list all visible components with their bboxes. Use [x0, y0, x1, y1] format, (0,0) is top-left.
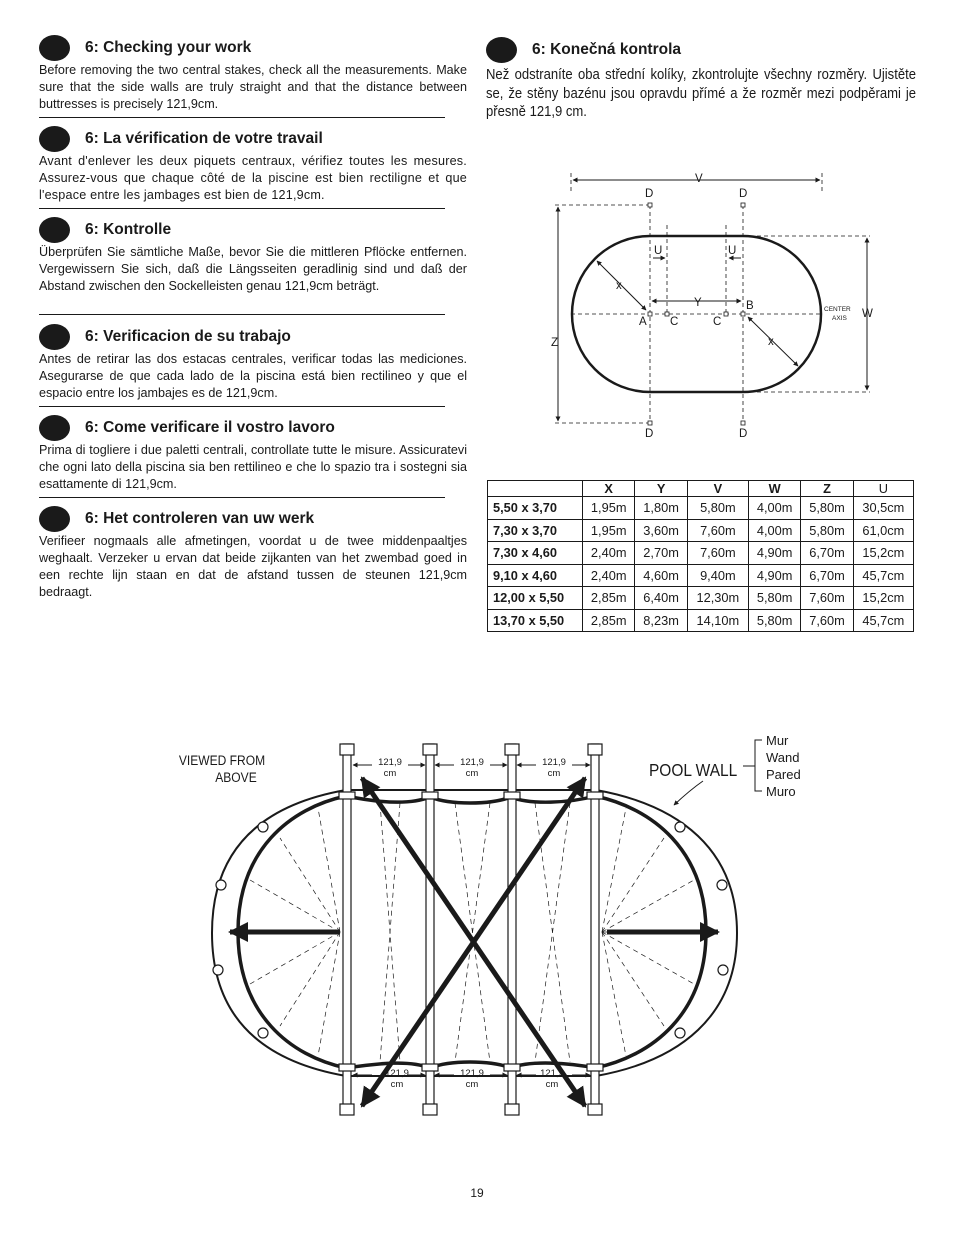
table-cell: 5,50 x 3,70	[488, 497, 583, 520]
table-cell: 2,85m	[583, 609, 635, 632]
label-c: C	[670, 316, 679, 328]
step-bullet	[39, 324, 70, 350]
pool-wall-label: POOL WALL	[649, 759, 738, 781]
section-body: Antes de retirar las dos estacas centrales, verificar todas las mediciones. Asegurarse de que cada lado de la piscina está bien rectilineo y que el espacio entre los jambajes es de 121,9cm.	[39, 352, 467, 400]
divider	[39, 208, 445, 209]
table-cell: 4,60m	[635, 564, 687, 587]
table-cell: 30,5cm	[853, 497, 913, 520]
table-cell: 2,40m	[583, 564, 635, 587]
table-header-cell: W	[748, 481, 800, 497]
section-body: Prima di togliere i due paletti centrali, controllate tutte le misure. Assicuratevi che ogni lato della piscina sia ben rettilineo e che lo spazio tra i sostegni sia esattamente di 121,9cm.	[39, 443, 467, 491]
table-cell: 7,30 x 4,60	[488, 542, 583, 565]
table-cell: 3,60m	[635, 519, 687, 542]
table-cell: 1,95m	[583, 519, 635, 542]
spacing-value: 121,9	[460, 757, 484, 768]
table-cell: 4,90m	[748, 542, 800, 565]
table-cell: 7,60m	[687, 519, 748, 542]
section-german	[39, 217, 467, 295]
label-d: D	[645, 188, 654, 200]
table-row	[488, 564, 914, 587]
section-title: 6: Checking your work	[85, 39, 252, 56]
section-english	[39, 35, 467, 113]
section-body: Überprüfen Sie sämtliche Maße, bevor Sie die mittleren Pflöcke entfernen. Vergewissern Sie sich, daß die Längsseiten geradlinig sind und daß der Abstand zwischen den Sockelleisten genau 121,9cm beträgt.	[39, 245, 467, 293]
table-cell: 2,40m	[583, 542, 635, 565]
step-bullet	[486, 37, 517, 63]
table-header-cell	[488, 481, 583, 497]
table-cell: 4,00m	[748, 519, 800, 542]
step-bullet	[39, 35, 70, 61]
spacing-value: 121,9	[460, 1068, 484, 1079]
step-bullet	[39, 126, 70, 152]
label-u: U	[728, 245, 737, 257]
section-body: Avant d'enlever les deux piquets centraux, vérifiez toutes les mesures. Assurez-vous que chaque côté de la piscine est bien rectiligne et que l'espace entre les jambages est bien de 121,9cm.	[39, 154, 467, 202]
label-u: U	[654, 245, 663, 257]
section-dutch	[39, 506, 467, 601]
table-cell: 5,80m	[687, 497, 748, 520]
wall-translation: Wand	[766, 750, 800, 765]
table-cell: 45,7cm	[853, 609, 913, 632]
table-cell: 2,70m	[635, 542, 687, 565]
table-cell: 13,70 x 5,50	[488, 609, 583, 632]
section-title: 6: Konečná kontrola	[532, 41, 681, 58]
table-cell: 45,7cm	[853, 564, 913, 587]
label-b: B	[746, 300, 754, 312]
center-axis-label: AXIS	[832, 315, 847, 322]
section-title: 6: Het controleren van uw werk	[85, 510, 315, 527]
step-bullet	[39, 415, 70, 441]
table-cell: 61,0cm	[853, 519, 913, 542]
step-bullet	[39, 506, 70, 532]
table-cell: 12,00 x 5,50	[488, 587, 583, 610]
spacing-value: 121,9	[540, 1068, 564, 1079]
center-axis-label: CENTER	[824, 306, 851, 313]
label-x: x	[616, 280, 622, 292]
dimension-arrows	[558, 180, 867, 421]
table-header-cell: Y	[635, 481, 687, 497]
table-cell: 4,00m	[748, 497, 800, 520]
table-cell: 15,2cm	[853, 542, 913, 565]
label-d: D	[739, 188, 748, 200]
table-cell: 12,30m	[687, 587, 748, 610]
table-cell: 8,23m	[635, 609, 687, 632]
table-row	[488, 519, 914, 542]
viewed-from-label: VIEWED FROM	[178, 752, 266, 769]
table-cell: 15,2cm	[853, 587, 913, 610]
table-header-cell: U	[853, 481, 913, 497]
table-cell: 14,10m	[687, 609, 748, 632]
table-row	[488, 609, 914, 632]
table-cell: 5,80m	[748, 587, 800, 610]
section-title: 6: La vérification de votre travail	[85, 130, 323, 147]
wall-translation: Mur	[766, 733, 789, 748]
section-czech	[486, 37, 918, 122]
pool-wall	[238, 796, 706, 1068]
spacing-value: 121,9	[385, 1068, 409, 1079]
section-body: Verifieer nogmaals alle afmetingen, voordat u de twee middenpaaltjes weghaalt. Verzeker u ervan dat beide zijkanten van het zwembad goed in een rechte lijn staan en dat de afstand tussen de steunen 121,9cm bedraagt.	[39, 534, 467, 599]
section-body: Než odstraníte oba střední kolíky, zkontrolujte všechny rozměry. Ujistěte se, že stěny bazénu jsou opravdu přímé a že rozměr mezi podpěrami je přesně 121,9 cm.	[486, 66, 916, 120]
section-italian	[39, 415, 467, 493]
section-title: 6: Kontrolle	[85, 221, 172, 238]
spacing-value: 121,9	[378, 757, 402, 768]
table-cell: 4,90m	[748, 564, 800, 587]
table-cell: 6,70m	[801, 564, 853, 587]
divider	[39, 314, 445, 315]
table-cell: 1,95m	[583, 497, 635, 520]
label-x: x	[768, 336, 774, 348]
label-v: V	[695, 173, 703, 185]
table-row	[488, 542, 914, 565]
spacing-unit: cm	[547, 768, 561, 779]
spacing-unit: cm	[465, 1079, 479, 1090]
table-row	[488, 587, 914, 610]
table-cell: 1,80m	[635, 497, 687, 520]
divider	[39, 497, 445, 498]
step-bullet	[39, 217, 70, 243]
section-title: 6: Verificacion de su trabajo	[85, 328, 291, 345]
pool-outline	[572, 236, 821, 392]
label-w: W	[862, 308, 873, 320]
spacing-unit: cm	[465, 768, 479, 779]
spacing-unit: cm	[545, 1079, 559, 1090]
table-cell: 5,80m	[748, 609, 800, 632]
table-cell: 9,40m	[687, 564, 748, 587]
table-cell: 7,30 x 3,70	[488, 519, 583, 542]
table-cell: 9,10 x 4,60	[488, 564, 583, 587]
table-header-row	[488, 481, 914, 497]
table-cell: 7,60m	[687, 542, 748, 565]
label-d: D	[739, 428, 748, 440]
section-spanish	[39, 324, 467, 402]
table-cell: 7,60m	[801, 587, 853, 610]
table-cell: 5,80m	[801, 519, 853, 542]
spacing-unit: cm	[390, 1079, 404, 1090]
table-row	[488, 497, 914, 520]
table-header-cell: V	[687, 481, 748, 497]
table-cell: 2,85m	[583, 587, 635, 610]
wall-translation: Pared	[766, 767, 801, 782]
section-body: Before removing the two central stakes, check all the measurements. Make sure that the side walls are truly straight and that the distance between buttresses is precisely 121,9cm.	[39, 63, 467, 111]
pool-footprint	[212, 790, 737, 1076]
spacing-value: 121,9	[542, 757, 566, 768]
wall-translation: Muro	[766, 784, 796, 799]
label-a: A	[639, 316, 647, 328]
label-y: Y	[694, 297, 702, 309]
table-header-cell: Z	[801, 481, 853, 497]
page-number: 19	[470, 1186, 484, 1200]
table-cell: 6,40m	[635, 587, 687, 610]
guide-lines	[555, 173, 870, 423]
section-title: 6: Come verificare il vostro lavoro	[85, 419, 335, 436]
section-french	[39, 126, 467, 204]
table-cell: 7,60m	[801, 609, 853, 632]
overview-diagram	[179, 733, 801, 1115]
divider	[39, 406, 445, 407]
viewed-from-label: ABOVE	[215, 769, 257, 786]
table-cell: 6,70m	[801, 542, 853, 565]
dimensions-table	[487, 480, 914, 632]
divider	[39, 117, 445, 118]
label-c: C	[713, 316, 722, 328]
stake-markers	[648, 203, 745, 425]
label-d: D	[645, 428, 654, 440]
label-z: Z	[551, 337, 559, 349]
table-cell: 5,80m	[801, 497, 853, 520]
table-header-cell: X	[583, 481, 635, 497]
spacing-unit: cm	[383, 768, 397, 779]
